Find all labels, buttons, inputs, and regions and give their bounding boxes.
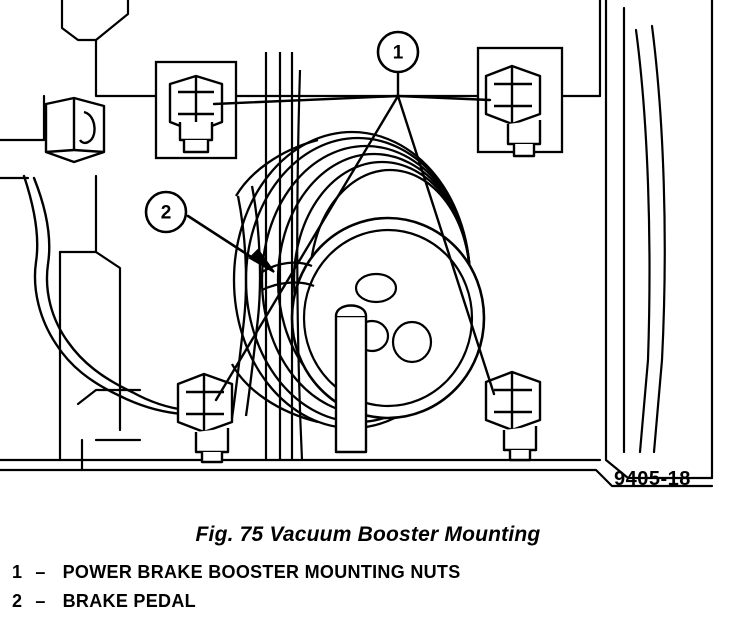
mounting-nut-upper-right xyxy=(478,48,562,156)
legend-number: 2 xyxy=(12,591,23,611)
illustration-part-code: 9405-18 xyxy=(614,468,691,490)
mounting-nut-lower-right xyxy=(486,372,540,460)
legend-dash: – xyxy=(35,562,46,582)
callout-bubble-1 xyxy=(378,32,418,72)
legend-item xyxy=(12,558,724,587)
legend-dash: – xyxy=(35,591,46,611)
booster-push-rod xyxy=(336,306,366,453)
callout-1-label: 1 xyxy=(392,42,404,64)
legend-item xyxy=(12,587,724,616)
callout-bubble-2 xyxy=(146,192,186,232)
leader-line-callout-2 xyxy=(188,216,274,272)
mounting-nut-upper-left xyxy=(156,62,236,158)
booster-front-face xyxy=(292,218,484,418)
legend-number: 1 xyxy=(12,562,23,582)
hex-nut-upper-left xyxy=(46,98,104,162)
figure-caption: Fig. 75 Vacuum Booster Mounting xyxy=(195,523,541,546)
legend-text: BRAKE PEDAL xyxy=(62,591,196,611)
callout-2-label: 2 xyxy=(160,202,172,224)
figure-legend xyxy=(12,558,724,616)
legend-text: POWER BRAKE BOOSTER MOUNTING NUTS xyxy=(62,562,461,582)
